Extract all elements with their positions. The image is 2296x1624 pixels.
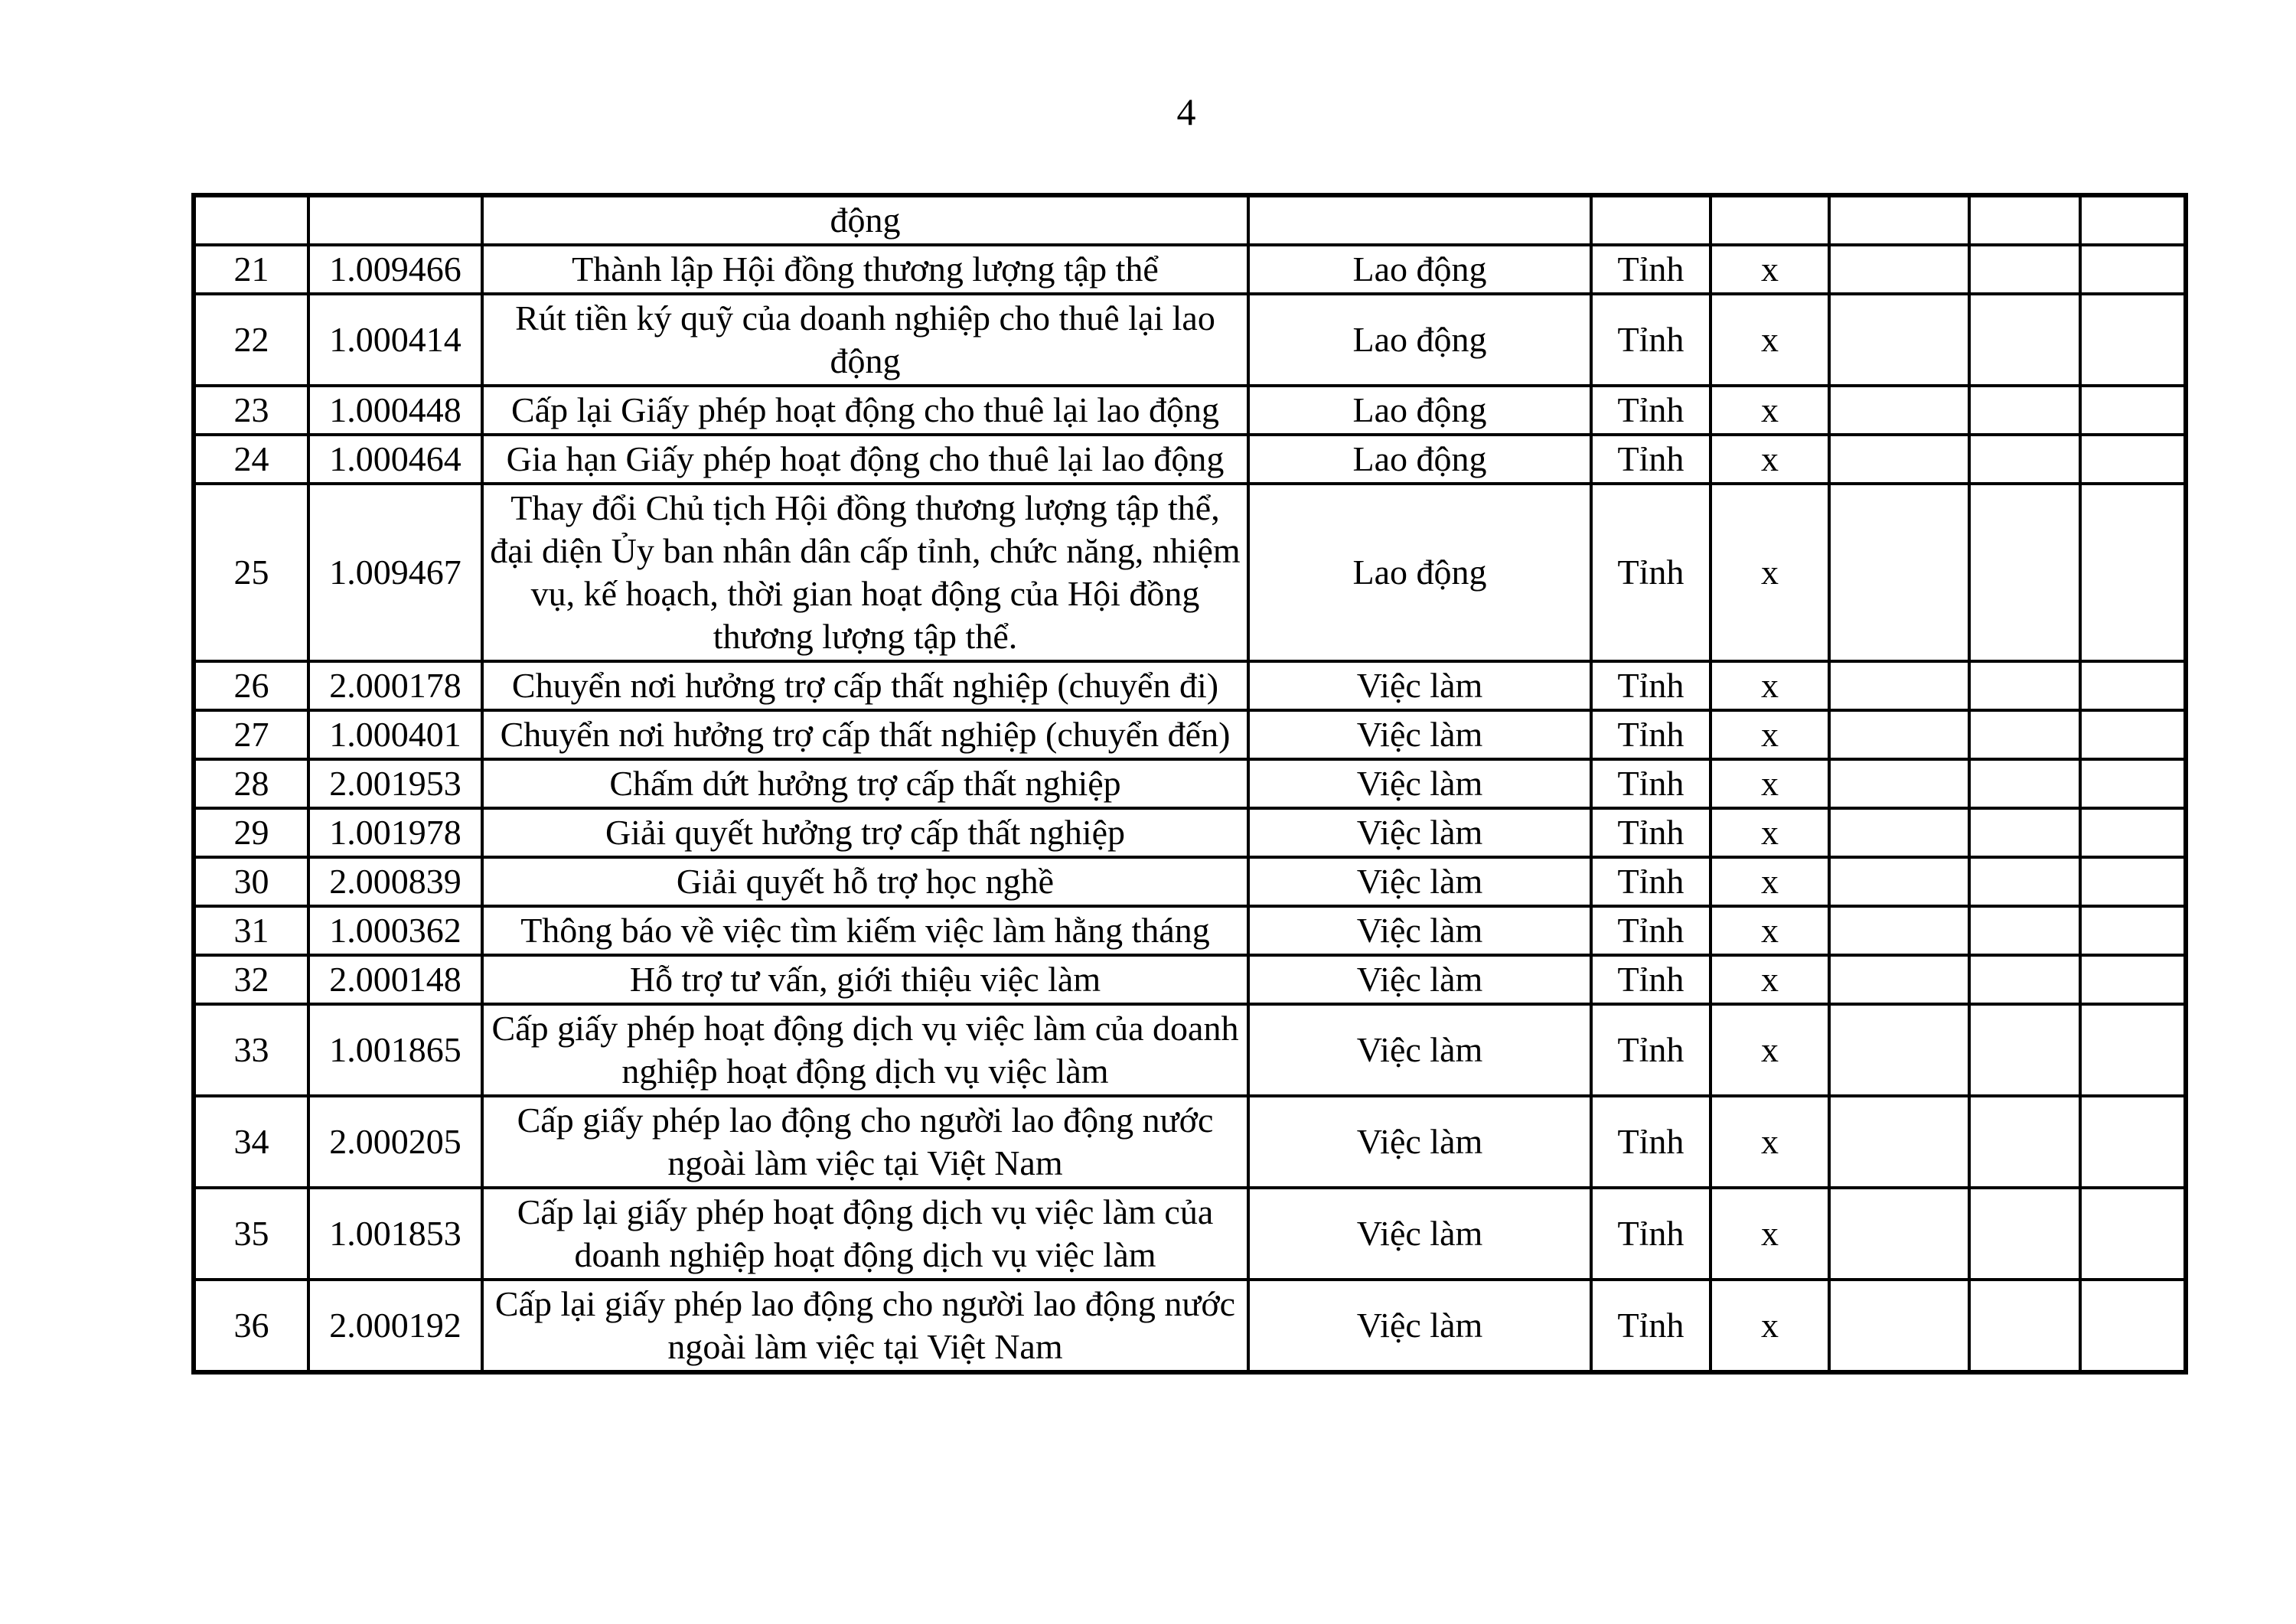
mark-cell: x [1711, 386, 1829, 435]
table-row [194, 245, 2186, 294]
empty-cell [2080, 906, 2186, 955]
stt-cell: 32 [194, 955, 308, 1004]
code-cell: 2.000148 [308, 955, 482, 1004]
level-cell: Tỉnh [1591, 955, 1711, 1004]
code-cell: 1.009467 [308, 484, 482, 661]
field-cell: Lao động [1248, 484, 1591, 661]
table-row [194, 710, 2186, 759]
empty-cell [2080, 1280, 2186, 1372]
mark-cell: x [1711, 1096, 1829, 1188]
stt-cell: 28 [194, 759, 308, 808]
table-row [194, 435, 2186, 484]
empty-cell [2080, 1188, 2186, 1280]
empty-cell [1829, 710, 1969, 759]
name-cell: Giải quyết hỗ trợ học nghề [482, 857, 1248, 906]
empty-cell [2080, 661, 2186, 710]
level-cell: Tỉnh [1591, 386, 1711, 435]
table-row [194, 955, 2186, 1004]
code-cell: 1.000448 [308, 386, 482, 435]
mark-cell: x [1711, 1188, 1829, 1280]
procedures-table [191, 193, 2188, 1375]
empty-cell [1829, 661, 1969, 710]
level-cell: Tỉnh [1591, 759, 1711, 808]
level-cell: Tỉnh [1591, 1004, 1711, 1096]
code-cell: 2.000192 [308, 1280, 482, 1372]
level-cell: Tỉnh [1591, 906, 1711, 955]
name-cell: động [482, 195, 1248, 245]
mark-cell: x [1711, 710, 1829, 759]
empty-cell [1969, 857, 2080, 906]
field-cell: Việc làm [1248, 955, 1591, 1004]
level-cell: Tỉnh [1591, 484, 1711, 661]
name-cell: Chấm dứt hưởng trợ cấp thất nghiệp [482, 759, 1248, 808]
code-cell: 2.000178 [308, 661, 482, 710]
name-cell: Gia hạn Giấy phép hoạt động cho thuê lại lao động [482, 435, 1248, 484]
level-cell: Tỉnh [1591, 1280, 1711, 1372]
empty-cell [1969, 1096, 2080, 1188]
field-cell: Việc làm [1248, 710, 1591, 759]
name-cell: Rút tiền ký quỹ của doanh nghiệp cho thuê lại lao động [482, 294, 1248, 386]
mark-cell: x [1711, 857, 1829, 906]
empty-cell [1829, 955, 1969, 1004]
empty-cell [1969, 294, 2080, 386]
empty-cell [1969, 808, 2080, 857]
stt-cell: 30 [194, 857, 308, 906]
table-row [194, 661, 2186, 710]
level-cell: Tỉnh [1591, 294, 1711, 386]
table-row [194, 1188, 2186, 1280]
mark-cell: x [1711, 1004, 1829, 1096]
field-cell: Việc làm [1248, 1188, 1591, 1280]
code-cell: 1.001865 [308, 1004, 482, 1096]
empty-cell [1969, 661, 2080, 710]
empty-cell [1829, 435, 1969, 484]
table-row [194, 857, 2186, 906]
field-cell: Việc làm [1248, 661, 1591, 710]
name-cell: Chuyển nơi hưởng trợ cấp thất nghiệp (chuyển đến) [482, 710, 1248, 759]
field-cell: Việc làm [1248, 857, 1591, 906]
level-cell: Tỉnh [1591, 661, 1711, 710]
stt-cell: 36 [194, 1280, 308, 1372]
code-cell: 2.000839 [308, 857, 482, 906]
empty-cell [2080, 195, 2186, 245]
empty-cell [1829, 759, 1969, 808]
code-cell: 1.000362 [308, 906, 482, 955]
empty-cell [2080, 808, 2186, 857]
code-cell [308, 195, 482, 245]
mark-cell: x [1711, 484, 1829, 661]
level-cell: Tỉnh [1591, 710, 1711, 759]
level-cell [1591, 195, 1711, 245]
name-cell: Chuyển nơi hưởng trợ cấp thất nghiệp (chuyển đi) [482, 661, 1248, 710]
empty-cell [1829, 906, 1969, 955]
stt-cell: 22 [194, 294, 308, 386]
empty-cell [2080, 955, 2186, 1004]
empty-cell [1969, 435, 2080, 484]
table-row [194, 906, 2186, 955]
mark-cell: x [1711, 759, 1829, 808]
empty-cell [2080, 294, 2186, 386]
code-cell: 1.001853 [308, 1188, 482, 1280]
level-cell: Tỉnh [1591, 1096, 1711, 1188]
name-cell: Thông báo về việc tìm kiếm việc làm hằng tháng [482, 906, 1248, 955]
empty-cell [2080, 857, 2186, 906]
empty-cell [2080, 435, 2186, 484]
name-cell: Thay đổi Chủ tịch Hội đồng thương lượng tập thể, đại diện Ủy ban nhân dân cấp tỉnh, chức năng, nhiệm vụ, kế hoạch, thời gian hoạt động của Hội đồng thương lượng tập thể. [482, 484, 1248, 661]
stt-cell: 35 [194, 1188, 308, 1280]
stt-cell: 31 [194, 906, 308, 955]
table-row [194, 1004, 2186, 1096]
empty-cell [2080, 710, 2186, 759]
stt-cell: 33 [194, 1004, 308, 1096]
name-cell: Cấp lại Giấy phép hoạt động cho thuê lại lao động [482, 386, 1248, 435]
field-cell: Lao động [1248, 435, 1591, 484]
field-cell: Lao động [1248, 294, 1591, 386]
table-row [194, 1280, 2186, 1372]
empty-cell [1829, 1188, 1969, 1280]
page-number: 4 [1176, 90, 1196, 133]
empty-cell [1969, 906, 2080, 955]
empty-cell [1829, 1280, 1969, 1372]
name-cell: Cấp giấy phép hoạt động dịch vụ việc làm của doanh nghiệp hoạt động dịch vụ việc làm [482, 1004, 1248, 1096]
empty-cell [1969, 955, 2080, 1004]
field-cell: Việc làm [1248, 1004, 1591, 1096]
code-cell: 1.001978 [308, 808, 482, 857]
stt-cell [194, 195, 308, 245]
stt-cell: 29 [194, 808, 308, 857]
mark-cell: x [1711, 906, 1829, 955]
empty-cell [1829, 484, 1969, 661]
field-cell: Việc làm [1248, 1096, 1591, 1188]
name-cell: Cấp giấy phép lao động cho người lao động nước ngoài làm việc tại Việt Nam [482, 1096, 1248, 1188]
table-row [194, 808, 2186, 857]
code-cell: 2.001953 [308, 759, 482, 808]
stt-cell: 26 [194, 661, 308, 710]
empty-cell [1829, 857, 1969, 906]
empty-cell [1829, 195, 1969, 245]
stt-cell: 21 [194, 245, 308, 294]
mark-cell: x [1711, 1280, 1829, 1372]
stt-cell: 27 [194, 710, 308, 759]
empty-cell [1969, 386, 2080, 435]
code-cell: 1.009466 [308, 245, 482, 294]
empty-cell [2080, 759, 2186, 808]
mark-cell: x [1711, 661, 1829, 710]
name-cell: Cấp lại giấy phép lao động cho người lao động nước ngoài làm việc tại Việt Nam [482, 1280, 1248, 1372]
field-cell: Lao động [1248, 245, 1591, 294]
code-cell: 1.000414 [308, 294, 482, 386]
stt-cell: 25 [194, 484, 308, 661]
table-row [194, 1096, 2186, 1188]
mark-cell: x [1711, 245, 1829, 294]
continuation-row [194, 195, 2186, 245]
table-row [194, 759, 2186, 808]
stt-cell: 23 [194, 386, 308, 435]
empty-cell [1969, 710, 2080, 759]
empty-cell [1969, 484, 2080, 661]
empty-cell [1829, 1096, 1969, 1188]
table-row [194, 484, 2186, 661]
empty-cell [2080, 484, 2186, 661]
empty-cell [1829, 386, 1969, 435]
empty-cell [1829, 808, 1969, 857]
empty-cell [1969, 1004, 2080, 1096]
field-cell: Lao động [1248, 386, 1591, 435]
empty-cell [1829, 245, 1969, 294]
level-cell: Tỉnh [1591, 435, 1711, 484]
code-cell: 2.000205 [308, 1096, 482, 1188]
mark-cell: x [1711, 435, 1829, 484]
field-cell: Việc làm [1248, 759, 1591, 808]
level-cell: Tỉnh [1591, 245, 1711, 294]
name-cell: Giải quyết hưởng trợ cấp thất nghiệp [482, 808, 1248, 857]
code-cell: 1.000464 [308, 435, 482, 484]
empty-cell [1829, 1004, 1969, 1096]
code-cell: 1.000401 [308, 710, 482, 759]
empty-cell [1969, 1280, 2080, 1372]
empty-cell [1829, 294, 1969, 386]
mark-cell: x [1711, 808, 1829, 857]
field-cell: Việc làm [1248, 808, 1591, 857]
stt-cell: 24 [194, 435, 308, 484]
mark-cell: x [1711, 955, 1829, 1004]
empty-cell [1969, 195, 2080, 245]
empty-cell [2080, 386, 2186, 435]
empty-cell [1969, 759, 2080, 808]
empty-cell [2080, 1004, 2186, 1096]
name-cell: Cấp lại giấy phép hoạt động dịch vụ việc làm của doanh nghiệp hoạt động dịch vụ việc làm [482, 1188, 1248, 1280]
table-row [194, 386, 2186, 435]
field-cell: Việc làm [1248, 1280, 1591, 1372]
level-cell: Tỉnh [1591, 1188, 1711, 1280]
empty-cell [1969, 1188, 2080, 1280]
empty-cell [1969, 245, 2080, 294]
mark-cell [1711, 195, 1829, 245]
level-cell: Tỉnh [1591, 857, 1711, 906]
level-cell: Tỉnh [1591, 808, 1711, 857]
empty-cell [2080, 245, 2186, 294]
name-cell: Hỗ trợ tư vấn, giới thiệu việc làm [482, 955, 1248, 1004]
stt-cell: 34 [194, 1096, 308, 1188]
field-cell: Việc làm [1248, 906, 1591, 955]
name-cell: Thành lập Hội đồng thương lượng tập thể [482, 245, 1248, 294]
empty-cell [2080, 1096, 2186, 1188]
field-cell [1248, 195, 1591, 245]
procedures-table-body [194, 195, 2186, 1372]
table-row [194, 294, 2186, 386]
mark-cell: x [1711, 294, 1829, 386]
